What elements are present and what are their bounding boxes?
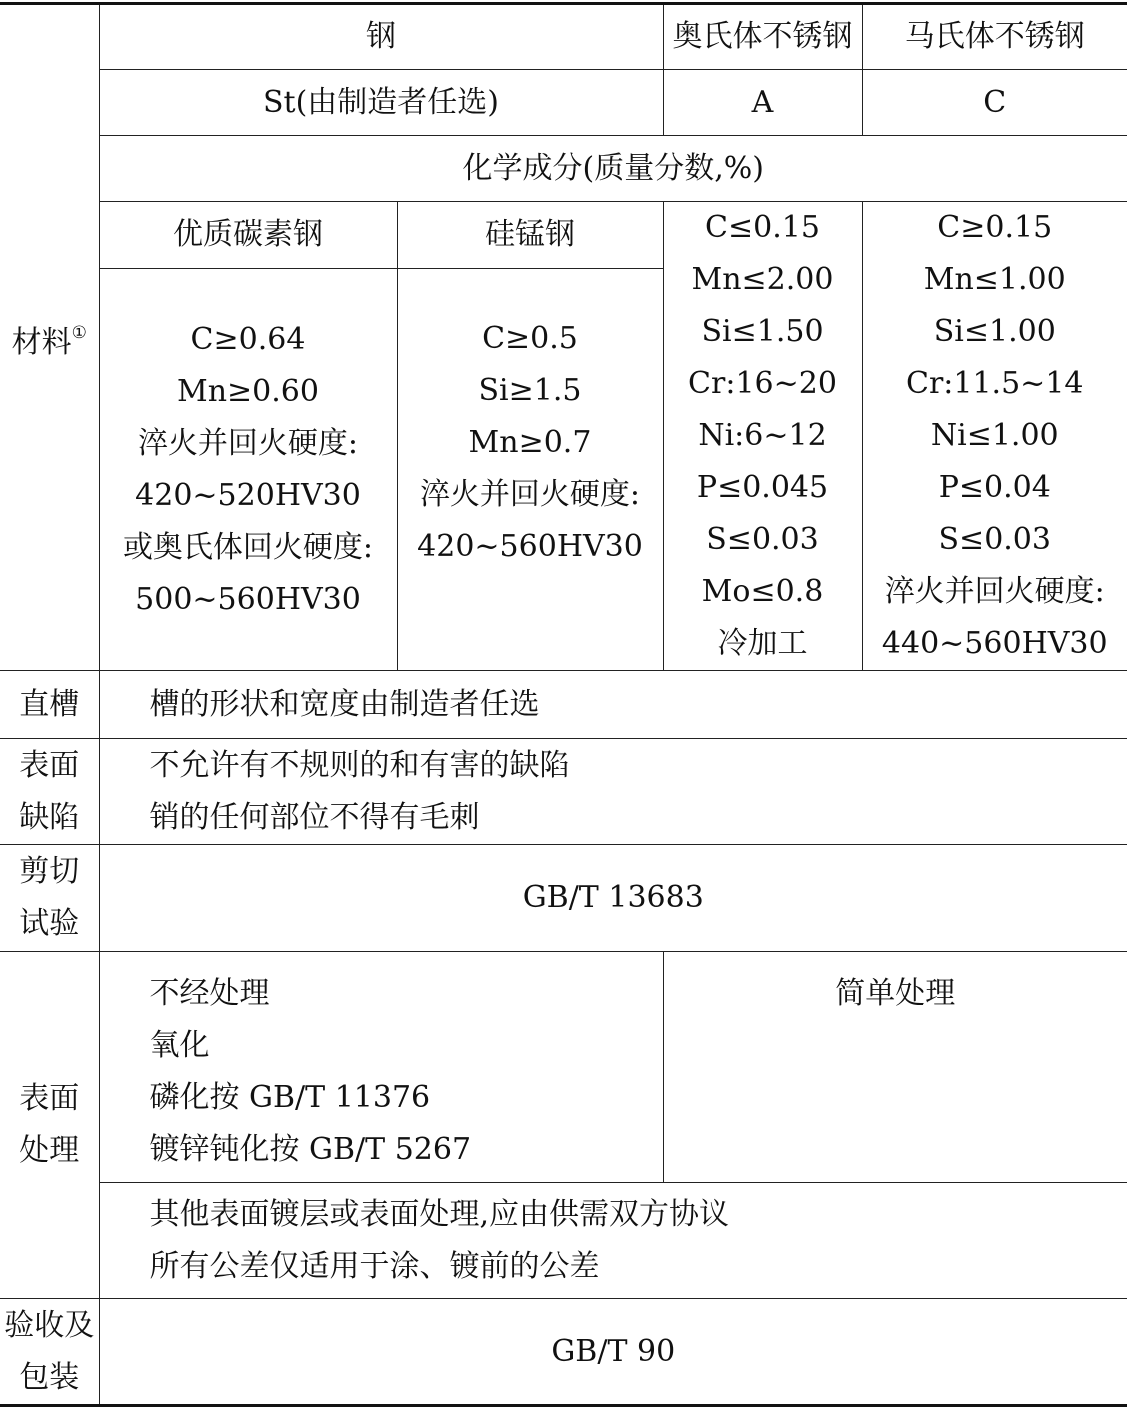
- groove-text: 槽的形状和宽度由制造者任选: [99, 671, 1127, 739]
- si-mn-steel-line: Mn≥0.7: [398, 417, 663, 469]
- martensitic-composition: [862, 202, 1127, 671]
- martensitic-line: Ni≤1.00: [863, 410, 1127, 462]
- martensitic-line: 淬火并回火硬度:: [863, 566, 1127, 618]
- martensitic-line: P≤0.04: [863, 462, 1127, 514]
- martensitic-line: Mn≤1.00: [863, 254, 1127, 306]
- composition-title: 化学成分(质量分数,%): [99, 136, 1127, 202]
- shear-text: GB/T 13683: [99, 845, 1127, 952]
- defects-label-line: 缺陷: [0, 792, 99, 844]
- code-austenitic: A: [663, 70, 862, 136]
- surface-notes: [99, 1183, 1127, 1299]
- surface-option: 不经处理: [150, 968, 663, 1020]
- surface-label-line: 表面: [0, 1073, 99, 1125]
- surface-label: [0, 952, 99, 1299]
- austenitic-line: Mo≤0.8: [664, 566, 862, 618]
- austenitic-line: C≤0.15: [664, 202, 862, 254]
- defects-label-line: 表面: [0, 740, 99, 792]
- carbon-steel-line: 420~520HV30: [100, 470, 397, 522]
- code-martensitic: C: [862, 70, 1127, 136]
- surface-options-row: [0, 952, 1127, 1183]
- defects-text: [99, 739, 1127, 845]
- carbon-steel-composition: [99, 269, 397, 671]
- martensitic-line: Si≤1.00: [863, 306, 1127, 358]
- si-mn-steel-composition: [397, 269, 663, 671]
- code-row: [0, 70, 1127, 136]
- groove-row: [0, 671, 1127, 739]
- surface-option: 镀锌钝化按 GB/T 5267: [150, 1124, 663, 1176]
- martensitic-line: 440~560HV30: [863, 618, 1127, 670]
- groove-label: 直槽: [0, 671, 99, 739]
- shear-label-line: 试验: [0, 898, 99, 950]
- header-row: [0, 4, 1127, 70]
- martensitic-line: S≤0.03: [863, 514, 1127, 566]
- martensitic-line: C≥0.15: [863, 202, 1127, 254]
- acceptance-label-line: 包装: [0, 1352, 99, 1404]
- austenitic-line: Si≤1.50: [664, 306, 862, 358]
- carbon-steel-line: 或奥氏体回火硬度:: [100, 522, 397, 574]
- acceptance-row: [0, 1299, 1127, 1406]
- austenitic-line: P≤0.045: [664, 462, 862, 514]
- austenitic-line: 冷加工: [664, 618, 862, 670]
- material-label: 材料: [12, 325, 72, 360]
- header-steel: 钢: [99, 4, 663, 70]
- shear-label-line: 剪切: [0, 846, 99, 898]
- acceptance-text: GB/T 90: [99, 1299, 1127, 1406]
- composition-title-row: [0, 136, 1127, 202]
- steel-surface-options: [99, 952, 663, 1183]
- martensitic-line: Cr:11.5~14: [863, 358, 1127, 410]
- header-austenitic: 奥氏体不锈钢: [663, 4, 862, 70]
- surface-notes-row: [0, 1183, 1127, 1299]
- subheader-row: [0, 202, 1127, 269]
- surface-option: 氧化: [150, 1020, 663, 1072]
- surface-option: 磷化按 GB/T 11376: [150, 1072, 663, 1124]
- si-mn-steel-line: Si≥1.5: [398, 365, 663, 417]
- acceptance-label: [0, 1299, 99, 1406]
- subheader-carbon-steel: 优质碳素钢: [99, 202, 397, 269]
- subheader-si-mn-steel: 硅锰钢: [397, 202, 663, 269]
- austenitic-line: Cr:16~20: [664, 358, 862, 410]
- si-mn-steel-line: 淬火并回火硬度:: [398, 469, 663, 521]
- footnote-mark: ①: [72, 323, 87, 343]
- spec-table: [0, 2, 1127, 1407]
- austenitic-composition: [663, 202, 862, 671]
- carbon-steel-line: C≥0.64: [100, 314, 397, 366]
- defects-line: 销的任何部位不得有毛刺: [150, 792, 1127, 844]
- surface-note: 其他表面镀层或表面处理,应由供需双方协议: [150, 1189, 1127, 1241]
- carbon-steel-line: 淬火并回火硬度:: [100, 418, 397, 470]
- material-label-cell: [0, 4, 99, 671]
- carbon-steel-line: 500~560HV30: [100, 574, 397, 626]
- defects-row: [0, 739, 1127, 845]
- stainless-surface-option: 简单处理: [663, 952, 1127, 1183]
- code-steel: St(由制造者任选): [99, 70, 663, 136]
- shear-row: [0, 845, 1127, 952]
- header-martensitic: 马氏体不锈钢: [862, 4, 1127, 70]
- defects-line: 不允许有不规则的和有害的缺陷: [150, 740, 1127, 792]
- surface-label-line: 处理: [0, 1125, 99, 1177]
- carbon-steel-line: Mn≥0.60: [100, 366, 397, 418]
- defects-label: [0, 739, 99, 845]
- surface-note: 所有公差仅适用于涂、镀前的公差: [150, 1241, 1127, 1293]
- si-mn-steel-line: C≥0.5: [398, 313, 663, 365]
- austenitic-line: S≤0.03: [664, 514, 862, 566]
- austenitic-line: Ni:6~12: [664, 410, 862, 462]
- austenitic-line: Mn≤2.00: [664, 254, 862, 306]
- shear-label: [0, 845, 99, 952]
- acceptance-label-line: 验收及: [0, 1300, 99, 1352]
- si-mn-steel-line: 420~560HV30: [398, 521, 663, 573]
